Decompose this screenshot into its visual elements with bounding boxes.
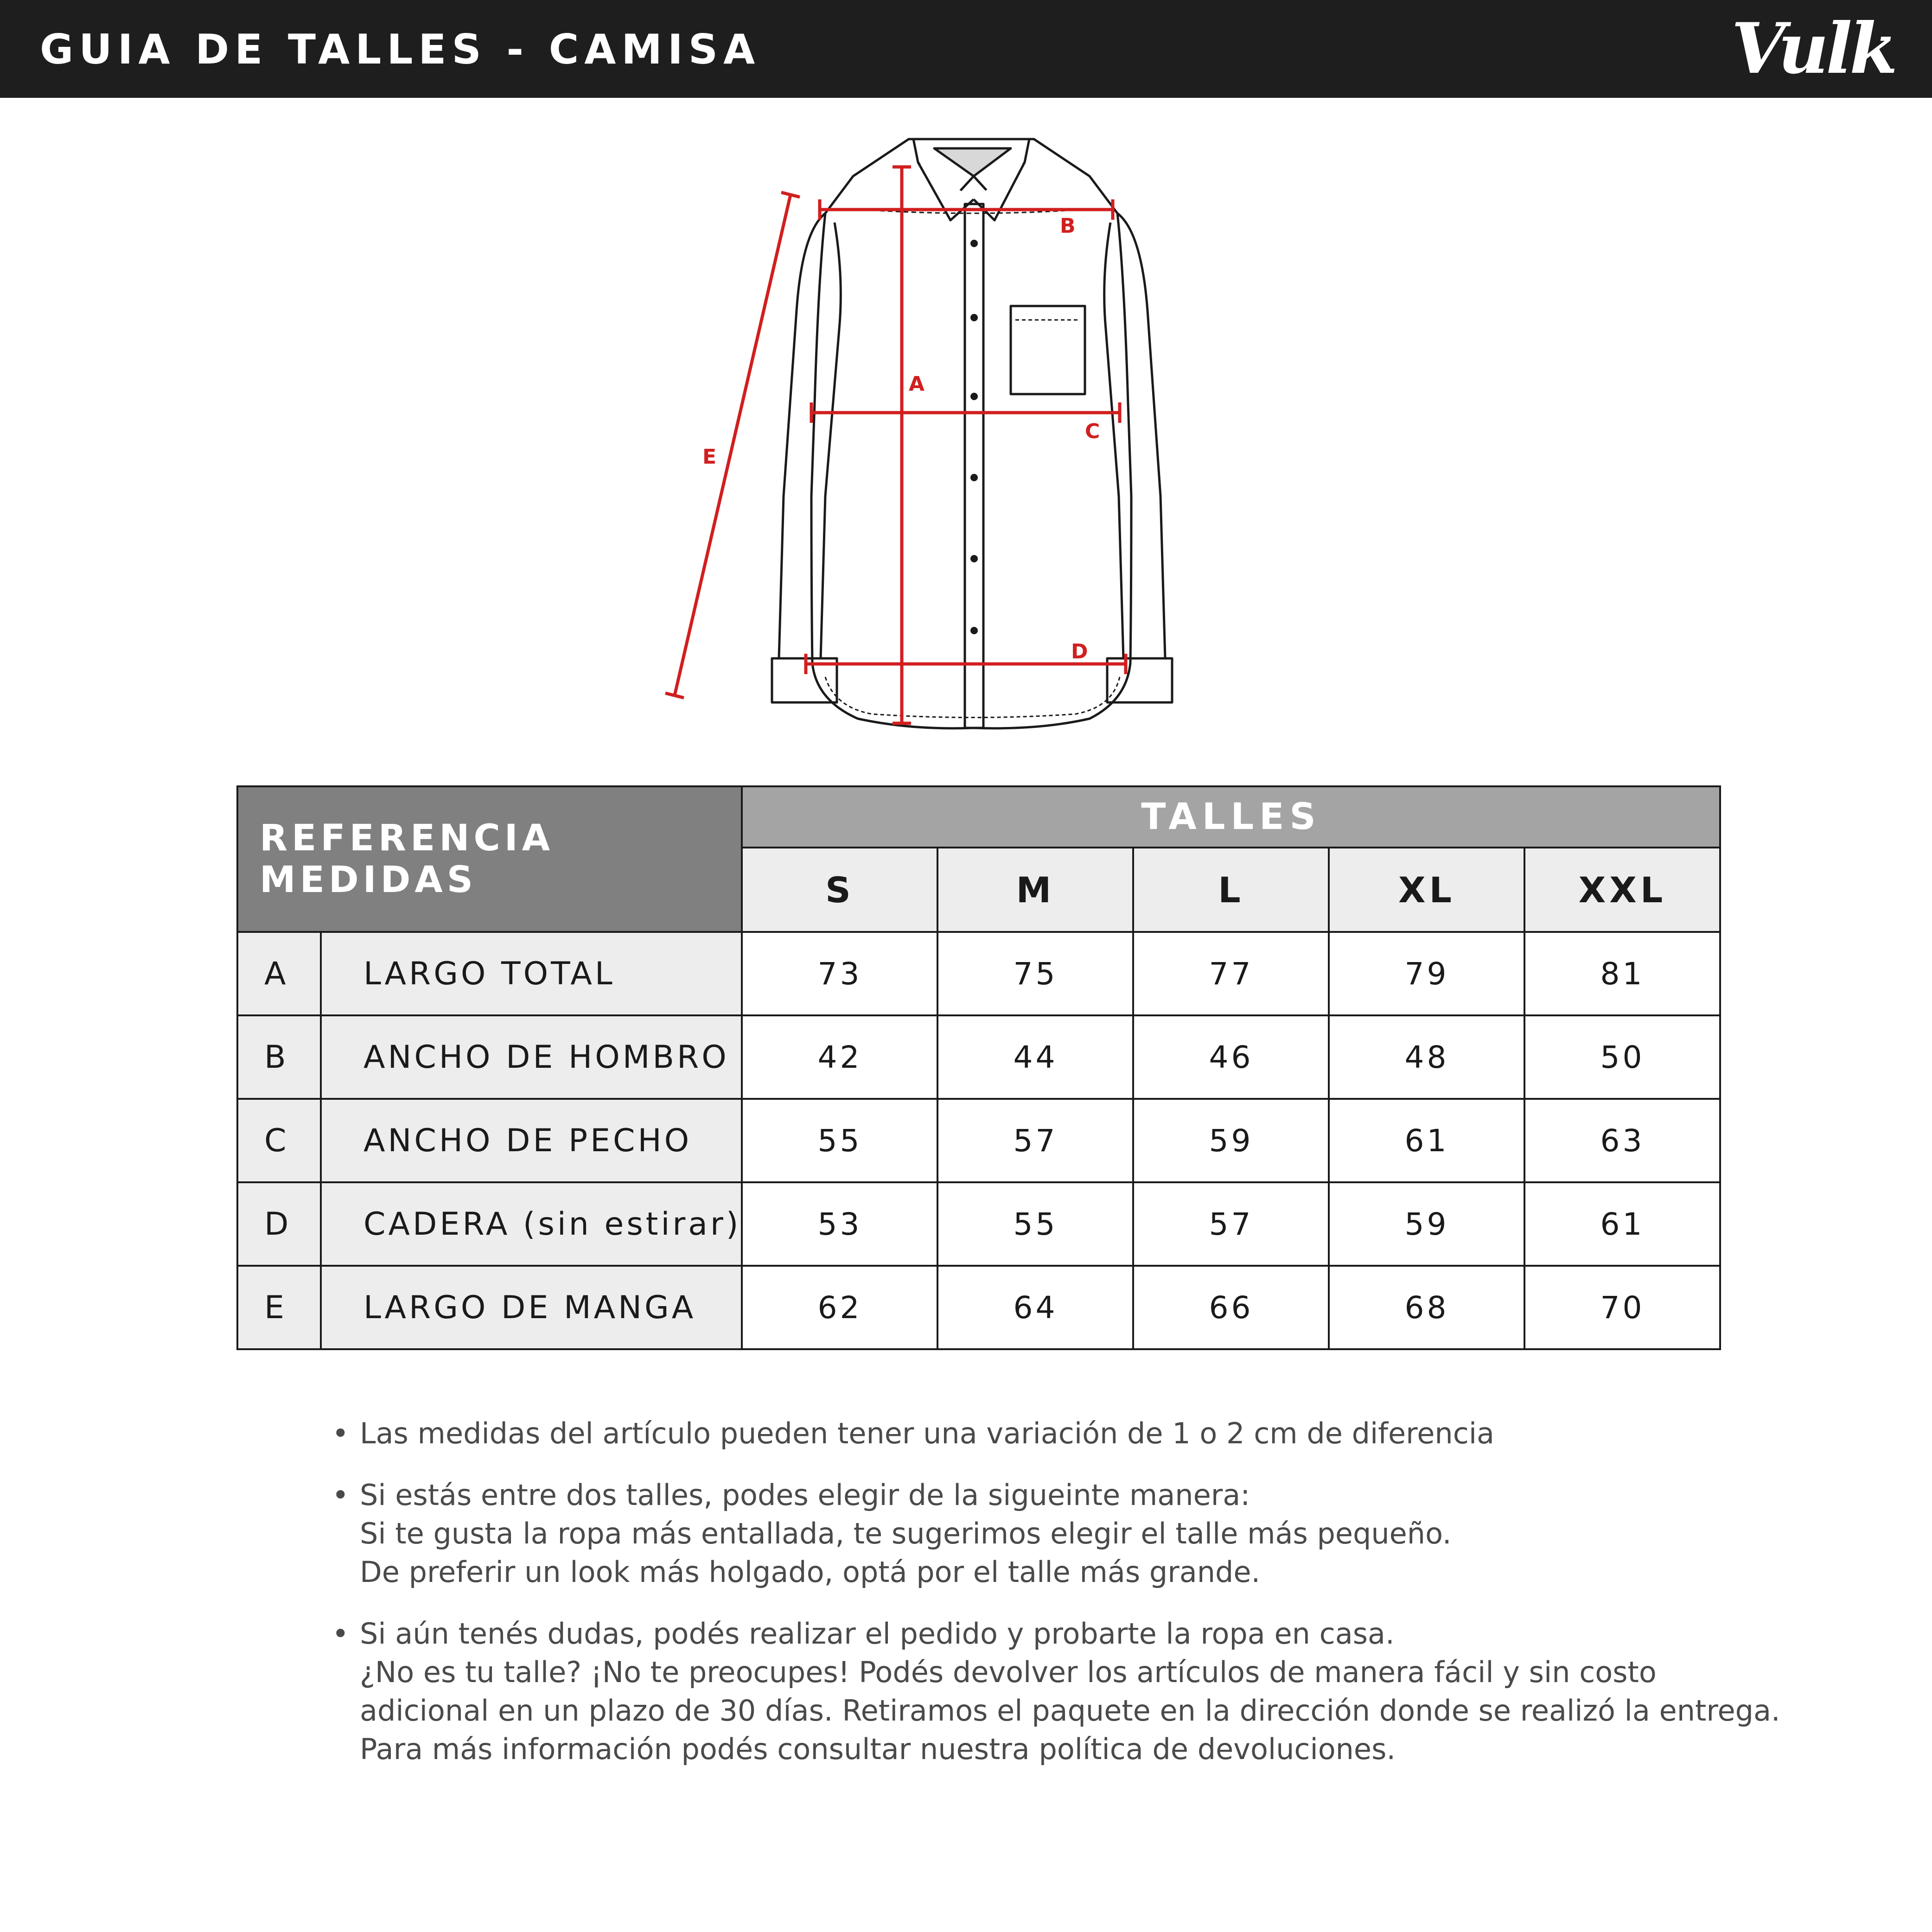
bullet-icon: • bbox=[332, 1478, 349, 1512]
list-item bbox=[325, 1614, 1901, 1768]
size-s: S bbox=[742, 848, 937, 932]
list-item bbox=[325, 1414, 1901, 1453]
label-c: C bbox=[1085, 420, 1100, 443]
button-placket bbox=[965, 204, 983, 728]
table-cell: 64 bbox=[937, 1266, 1133, 1349]
table-row bbox=[237, 1182, 1720, 1266]
measurement-lines bbox=[665, 167, 1126, 723]
note-line: Si estás entre dos talles, podes elegir de la sigueinte manera: bbox=[360, 1478, 1250, 1512]
table-cell: 55 bbox=[742, 1099, 937, 1182]
table-cell: 55 bbox=[937, 1182, 1133, 1266]
label-b: B bbox=[1060, 214, 1076, 238]
note-line: adicional en un plazo de 30 días. Retiramos el paquete en la dirección donde se realizó la entrega. bbox=[360, 1694, 1780, 1728]
table-cell: 77 bbox=[1133, 932, 1329, 1015]
table-cell: 59 bbox=[1133, 1099, 1329, 1182]
table-cell: 61 bbox=[1329, 1099, 1524, 1182]
label-e: E bbox=[702, 445, 717, 469]
bullet-icon: • bbox=[332, 1416, 349, 1450]
page-title: GUIA DE TALLES - CAMISA bbox=[40, 26, 761, 73]
table-cell: 42 bbox=[742, 1015, 937, 1099]
measure-e-line bbox=[675, 195, 791, 695]
hem-stitch bbox=[825, 677, 1120, 718]
page-header bbox=[0, 0, 1932, 98]
table-cell: 81 bbox=[1524, 932, 1720, 1015]
table-cell: 70 bbox=[1524, 1266, 1720, 1349]
note-line: De preferir un look más holgado, optá por el talle más grande. bbox=[360, 1555, 1261, 1589]
list-item bbox=[325, 1476, 1901, 1591]
table-cell: 44 bbox=[937, 1015, 1133, 1099]
sizes-header: TALLES bbox=[742, 786, 1720, 848]
size-l: L bbox=[1133, 848, 1329, 932]
note-line: Para más información podés consultar nuestra política de devoluciones. bbox=[360, 1732, 1396, 1766]
table-cell: 68 bbox=[1329, 1266, 1524, 1349]
note-line: Las medidas del artículo pueden tener una variación de 1 o 2 cm de diferencia bbox=[360, 1416, 1495, 1450]
table-cell: 75 bbox=[937, 932, 1133, 1015]
notes-list bbox=[325, 1414, 1901, 1792]
table-cell: 59 bbox=[1329, 1182, 1524, 1266]
row-ref: A bbox=[237, 932, 321, 1015]
size-table bbox=[236, 785, 1721, 1350]
row-name: LARGO TOTAL bbox=[321, 932, 742, 1015]
size-xl: XL bbox=[1329, 848, 1524, 932]
table-cell: 53 bbox=[742, 1182, 937, 1266]
note-line: ¿No es tu talle? ¡No te preocupes! Podés devolver los artículos de manera fácil y sin costo bbox=[360, 1655, 1657, 1689]
right-sleeve bbox=[1104, 213, 1165, 658]
label-a: A bbox=[909, 372, 925, 396]
row-ref: C bbox=[237, 1099, 321, 1182]
table-cell: 57 bbox=[1133, 1182, 1329, 1266]
table-cell: 79 bbox=[1329, 932, 1524, 1015]
row-ref: B bbox=[237, 1015, 321, 1099]
bullet-icon: • bbox=[332, 1617, 349, 1651]
brand-logo: Vulk bbox=[1731, 8, 1895, 89]
reference-header: REFERENCIA MEDIDAS bbox=[237, 786, 742, 932]
table-cell: 50 bbox=[1524, 1015, 1720, 1099]
row-name: ANCHO DE PECHO bbox=[321, 1099, 742, 1182]
row-name: ANCHO DE HOMBRO bbox=[321, 1015, 742, 1099]
left-sleeve bbox=[779, 213, 841, 658]
shirt-diagram bbox=[649, 125, 1298, 751]
shirt-illustration bbox=[649, 125, 1298, 751]
table-row bbox=[237, 1266, 1720, 1349]
size-xxl: XXL bbox=[1524, 848, 1720, 932]
row-name: LARGO DE MANGA bbox=[321, 1266, 742, 1349]
table-cell: 61 bbox=[1524, 1182, 1720, 1266]
row-name: CADERA (sin estirar) bbox=[321, 1182, 742, 1266]
table-row bbox=[237, 1015, 1720, 1099]
label-d: D bbox=[1071, 640, 1088, 663]
note-line: Si te gusta la ropa más entallada, te sugerimos elegir el talle más pequeño. bbox=[360, 1517, 1452, 1550]
table-cell: 57 bbox=[937, 1099, 1133, 1182]
table-cell: 46 bbox=[1133, 1015, 1329, 1099]
table-cell: 66 bbox=[1133, 1266, 1329, 1349]
table-cell: 48 bbox=[1329, 1015, 1524, 1099]
note-line: Si aún tenés dudas, podés realizar el pedido y probarte la ropa en casa. bbox=[360, 1617, 1395, 1651]
table-cell: 63 bbox=[1524, 1099, 1720, 1182]
row-ref: D bbox=[237, 1182, 321, 1266]
table-cell: 73 bbox=[742, 932, 937, 1015]
row-ref: E bbox=[237, 1266, 321, 1349]
shirt-buttons bbox=[970, 240, 978, 634]
size-m: M bbox=[937, 848, 1133, 932]
table-cell: 62 bbox=[742, 1266, 937, 1349]
table-row bbox=[237, 1099, 1720, 1182]
table-row bbox=[237, 932, 1720, 1015]
